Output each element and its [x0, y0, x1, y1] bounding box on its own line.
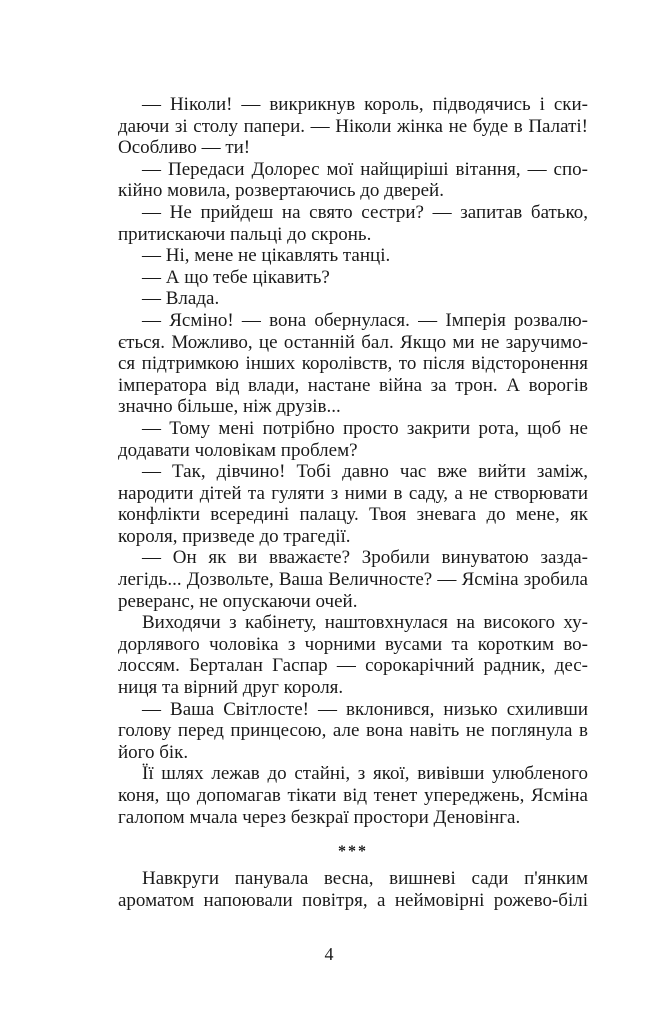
text-line: конфлікти всередині палацу. Твоя зневага до мене, як	[118, 504, 588, 526]
paragraph	[118, 288, 588, 310]
paragraph	[118, 310, 588, 418]
text-line: — Тому мені потрібно просто закрити рота, щоб не	[142, 417, 588, 439]
text-line: дорлявого чоловіка з чорними вусами та коротким во-	[118, 633, 588, 655]
text-line: — Влада.	[142, 288, 220, 310]
text-line: Особливо — ти!	[118, 137, 251, 159]
paragraph	[118, 868, 588, 911]
text-line: — А що тебе цікавить?	[142, 266, 330, 288]
text-line: — Ваша Світлосте! — вклонився, низько схиливши	[142, 698, 588, 720]
text-line: значно більше, ніж друзів...	[118, 396, 341, 418]
text-line: реверанс, не опускаючи очей.	[118, 590, 358, 612]
text-line: імператора від влади, настане війна за трон. А ворогів	[118, 374, 588, 396]
page-body	[118, 94, 588, 911]
text-line: його бік.	[118, 741, 189, 763]
text-line: даючи зі столу папери. — Ніколи жінка не буде в Палаті!	[118, 115, 588, 137]
text-line: Навкруги панувала весна, вишневі сади п'янким	[142, 868, 588, 890]
text-line: ниця та вірний друг короля.	[118, 677, 344, 699]
text-line: ся підтримкою інших королівств, то після відсторонення	[118, 353, 588, 375]
text-line: лоссям. Берталан Гаспар — сорокарічний радник, дес-	[118, 655, 588, 677]
text-line: кійно мовила, розвертаючись до дверей.	[118, 180, 444, 202]
paragraph	[118, 612, 588, 698]
paragraph	[118, 94, 588, 159]
text-line: ється. Можливо, це останній бал. Якщо ми не заручимо-	[118, 331, 588, 353]
text-block-after-separator	[118, 868, 588, 911]
section-separator: ***	[338, 843, 368, 861]
paragraph	[118, 418, 588, 461]
text-block	[118, 94, 588, 828]
text-line: — Так, дівчино! Тобі давно час вже вийти заміж,	[142, 461, 588, 483]
paragraph	[118, 245, 588, 267]
paragraph	[118, 699, 588, 764]
text-line: — Не прийдеш на свято сестри? — запитав батько,	[142, 201, 588, 223]
text-line: — Ясміно! — вона обернулася. — Імперія розвалю-	[142, 309, 588, 331]
text-line: — Он як ви вважаєте? Зробили винуватою зазда-	[142, 547, 588, 569]
text-line: притискаючи пальці до скронь.	[118, 223, 372, 245]
paragraph	[118, 547, 588, 612]
paragraph	[118, 763, 588, 828]
text-line: короля, призведе до трагедії.	[118, 525, 351, 547]
text-line: Виходячи з кабінету, наштовхнулася на високого ху-	[142, 612, 588, 634]
text-line: легідь... Дозвольте, Ваша Величносте? — Ясміна зробила	[118, 569, 588, 591]
text-line: додавати чоловікам проблем?	[118, 439, 358, 461]
paragraph	[118, 461, 588, 547]
text-line: коня, що допомагав тікати від тенет упереджень, Ясміна	[118, 785, 588, 806]
text-line: Її шлях лежав до стайні, з якої, вивівши улюбленого	[142, 763, 588, 785]
text-line: — Ні, мене не цікавлять танці.	[142, 245, 391, 267]
text-line: ароматом напоювали повітря, а неймовірні рожево-білі	[118, 889, 588, 911]
paragraph	[118, 159, 588, 202]
text-line: — Ніколи! — викрикнув король, підводячись і ски-	[142, 94, 588, 115]
text-line: народити дітей та гуляти з ними в саду, а не створювати	[118, 482, 588, 504]
text-line: — Передаси Долорес мої найщиріші вітання, — спо-	[142, 158, 588, 180]
paragraph	[118, 267, 588, 289]
paragraph	[118, 202, 588, 245]
text-line: галопом мчала через безкраї простори Деновінга.	[118, 806, 521, 828]
page-number: 4	[324, 944, 334, 964]
text-line: голову перед принцесою, але вона навіть не поглянула в	[118, 720, 588, 742]
